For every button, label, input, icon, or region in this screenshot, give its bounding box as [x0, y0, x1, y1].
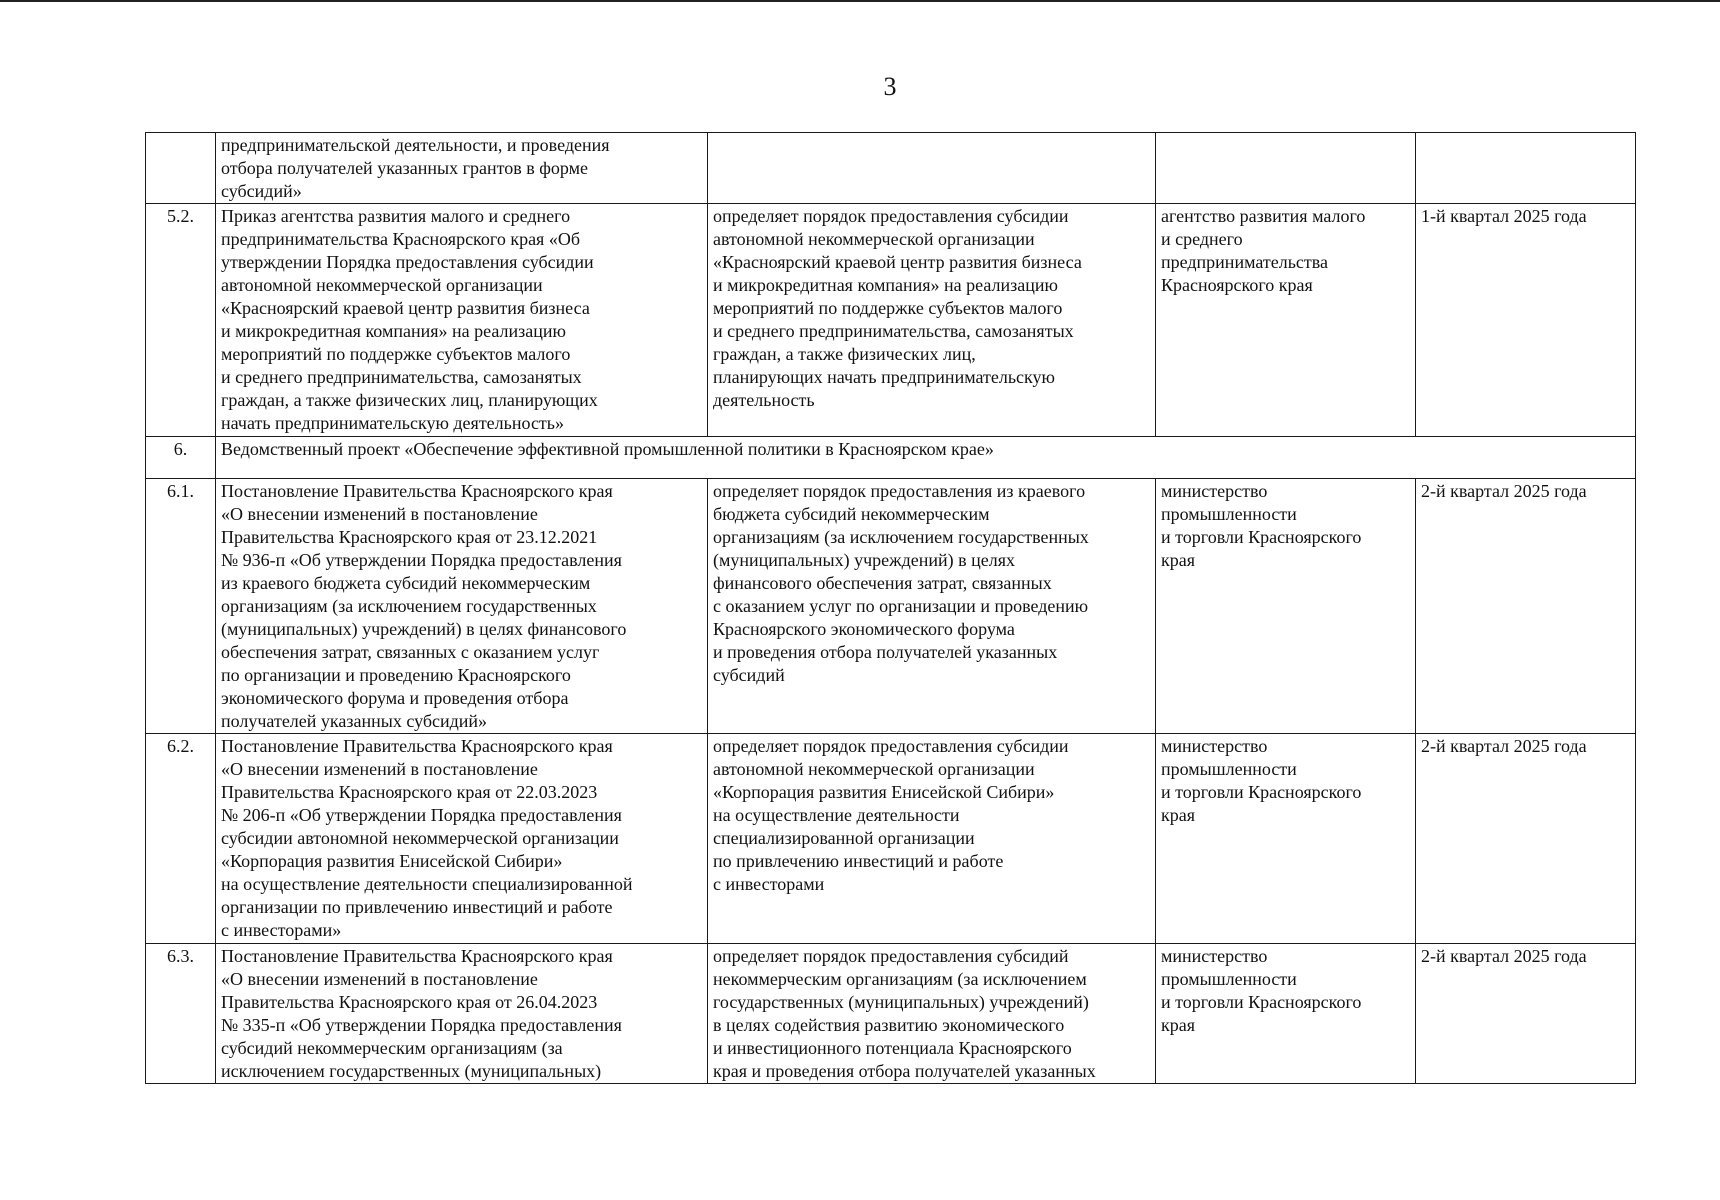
- executor-cell: агентство развития малого и среднего предпринимательства Красноярского края: [1156, 204, 1416, 437]
- row-number: 6.: [146, 437, 216, 479]
- deadline-cell: 2-й квартал 2025 года: [1416, 479, 1636, 734]
- document-cell: Постановление Правительства Красноярского края «О внесении изменений в постановление Правительства Красноярского края от 22.03.2023 № 206-п «Об утверждении Порядка предоставления субсидии автономной некоммерческой организации «Корпорация развития Енисейской Сибири» на осуществление деятельности специализированной организации по привлечению инвестиций и работе с инвесторами»: [216, 734, 708, 944]
- row-number: 6.1.: [146, 479, 216, 734]
- purpose-cell: [708, 133, 1156, 204]
- document-cell: предпринимательской деятельности, и проведения отбора получателей указанных грантов в форме субсидий»: [216, 133, 708, 204]
- deadline-cell: 1-й квартал 2025 года: [1416, 204, 1636, 437]
- table-row-project: [146, 437, 1636, 479]
- executor-cell: министерство промышленности и торговли Красноярского края: [1156, 734, 1416, 944]
- deadline-cell: 2-й квартал 2025 года: [1416, 734, 1636, 944]
- document-cell: Приказ агентства развития малого и среднего предпринимательства Красноярского края «Об утверждении Порядка предоставления субсидии автономной некоммерческой организации «Красноярский краевой центр развития бизнеса и микрокредитная компания» на реализацию мероприятий по поддержке субъектов малого и среднего предпринимательства, самозанятых граждан, а также физических лиц, планирующих начать предпринимательскую деятельность»: [216, 204, 708, 437]
- deadline-cell: 2-й квартал 2025 года: [1416, 944, 1636, 1084]
- document-cell: Постановление Правительства Красноярского края «О внесении изменений в постановление Правительства Красноярского края от 26.04.2023 № 335-п «Об утверждении Порядка предоставления субсидий некоммерческим организациям (за исключением государственных (муниципальных): [216, 944, 708, 1084]
- table-row: [146, 734, 1636, 944]
- table-row: [146, 944, 1636, 1084]
- executor-cell: министерство промышленности и торговли Красноярского края: [1156, 479, 1416, 734]
- purpose-cell: определяет порядок предоставления субсидии автономной некоммерческой организации «Корпорация развития Енисейской Сибири» на осуществление деятельности специализированной организации по привлечению инвестиций и работе с инвесторами: [708, 734, 1156, 944]
- document-cell: Постановление Правительства Красноярского края «О внесении изменений в постановление Правительства Красноярского края от 23.12.2021 № 936-п «Об утверждении Порядка предоставления из краевого бюджета субсидий некоммерческим организациям (за исключением государственных (муниципальных) учреждений) в целях финансового обеспечения затрат, связанных с оказанием услуг по организации и проведению Красноярского экономического форума и проведения отбора получателей указанных субсидий»: [216, 479, 708, 734]
- page-top-border: [0, 0, 1720, 2]
- row-number: 6.3.: [146, 944, 216, 1084]
- project-title-cell: Ведомственный проект «Обеспечение эффективной промышленной политики в Красноярском крае»: [216, 437, 1636, 479]
- table-row: [146, 204, 1636, 437]
- measures-table: [145, 132, 1636, 1084]
- row-number: 5.2.: [146, 204, 216, 437]
- executor-cell: министерство промышленности и торговли Красноярского края: [1156, 944, 1416, 1084]
- table-row: [146, 133, 1636, 204]
- purpose-cell: определяет порядок предоставления субсидий некоммерческим организациям (за исключением государственных (муниципальных) учреждений) в целях содействия развитию экономического и инвестиционного потенциала Красноярского края и проведения отбора получателей указанных: [708, 944, 1156, 1084]
- purpose-cell: определяет порядок предоставления субсидии автономной некоммерческой организации «Красноярский краевой центр развития бизнеса и микрокредитная компания» на реализацию мероприятий по поддержке субъектов малого и среднего предпринимательства, самозанятых граждан, а также физических лиц, планирующих начать предпринимательскую деятельность: [708, 204, 1156, 437]
- purpose-cell: определяет порядок предоставления из краевого бюджета субсидий некоммерческим организациям (за исключением государственных (муниципальных) учреждений) в целях финансового обеспечения затрат, связанных с оказанием услуг по организации и проведению Красноярского экономического форума и проведения отбора получателей указанных субсидий: [708, 479, 1156, 734]
- deadline-cell: [1416, 133, 1636, 204]
- executor-cell: [1156, 133, 1416, 204]
- page-number: 3: [883, 72, 897, 101]
- table-row: [146, 479, 1636, 734]
- row-number: [146, 133, 216, 204]
- row-number: 6.2.: [146, 734, 216, 944]
